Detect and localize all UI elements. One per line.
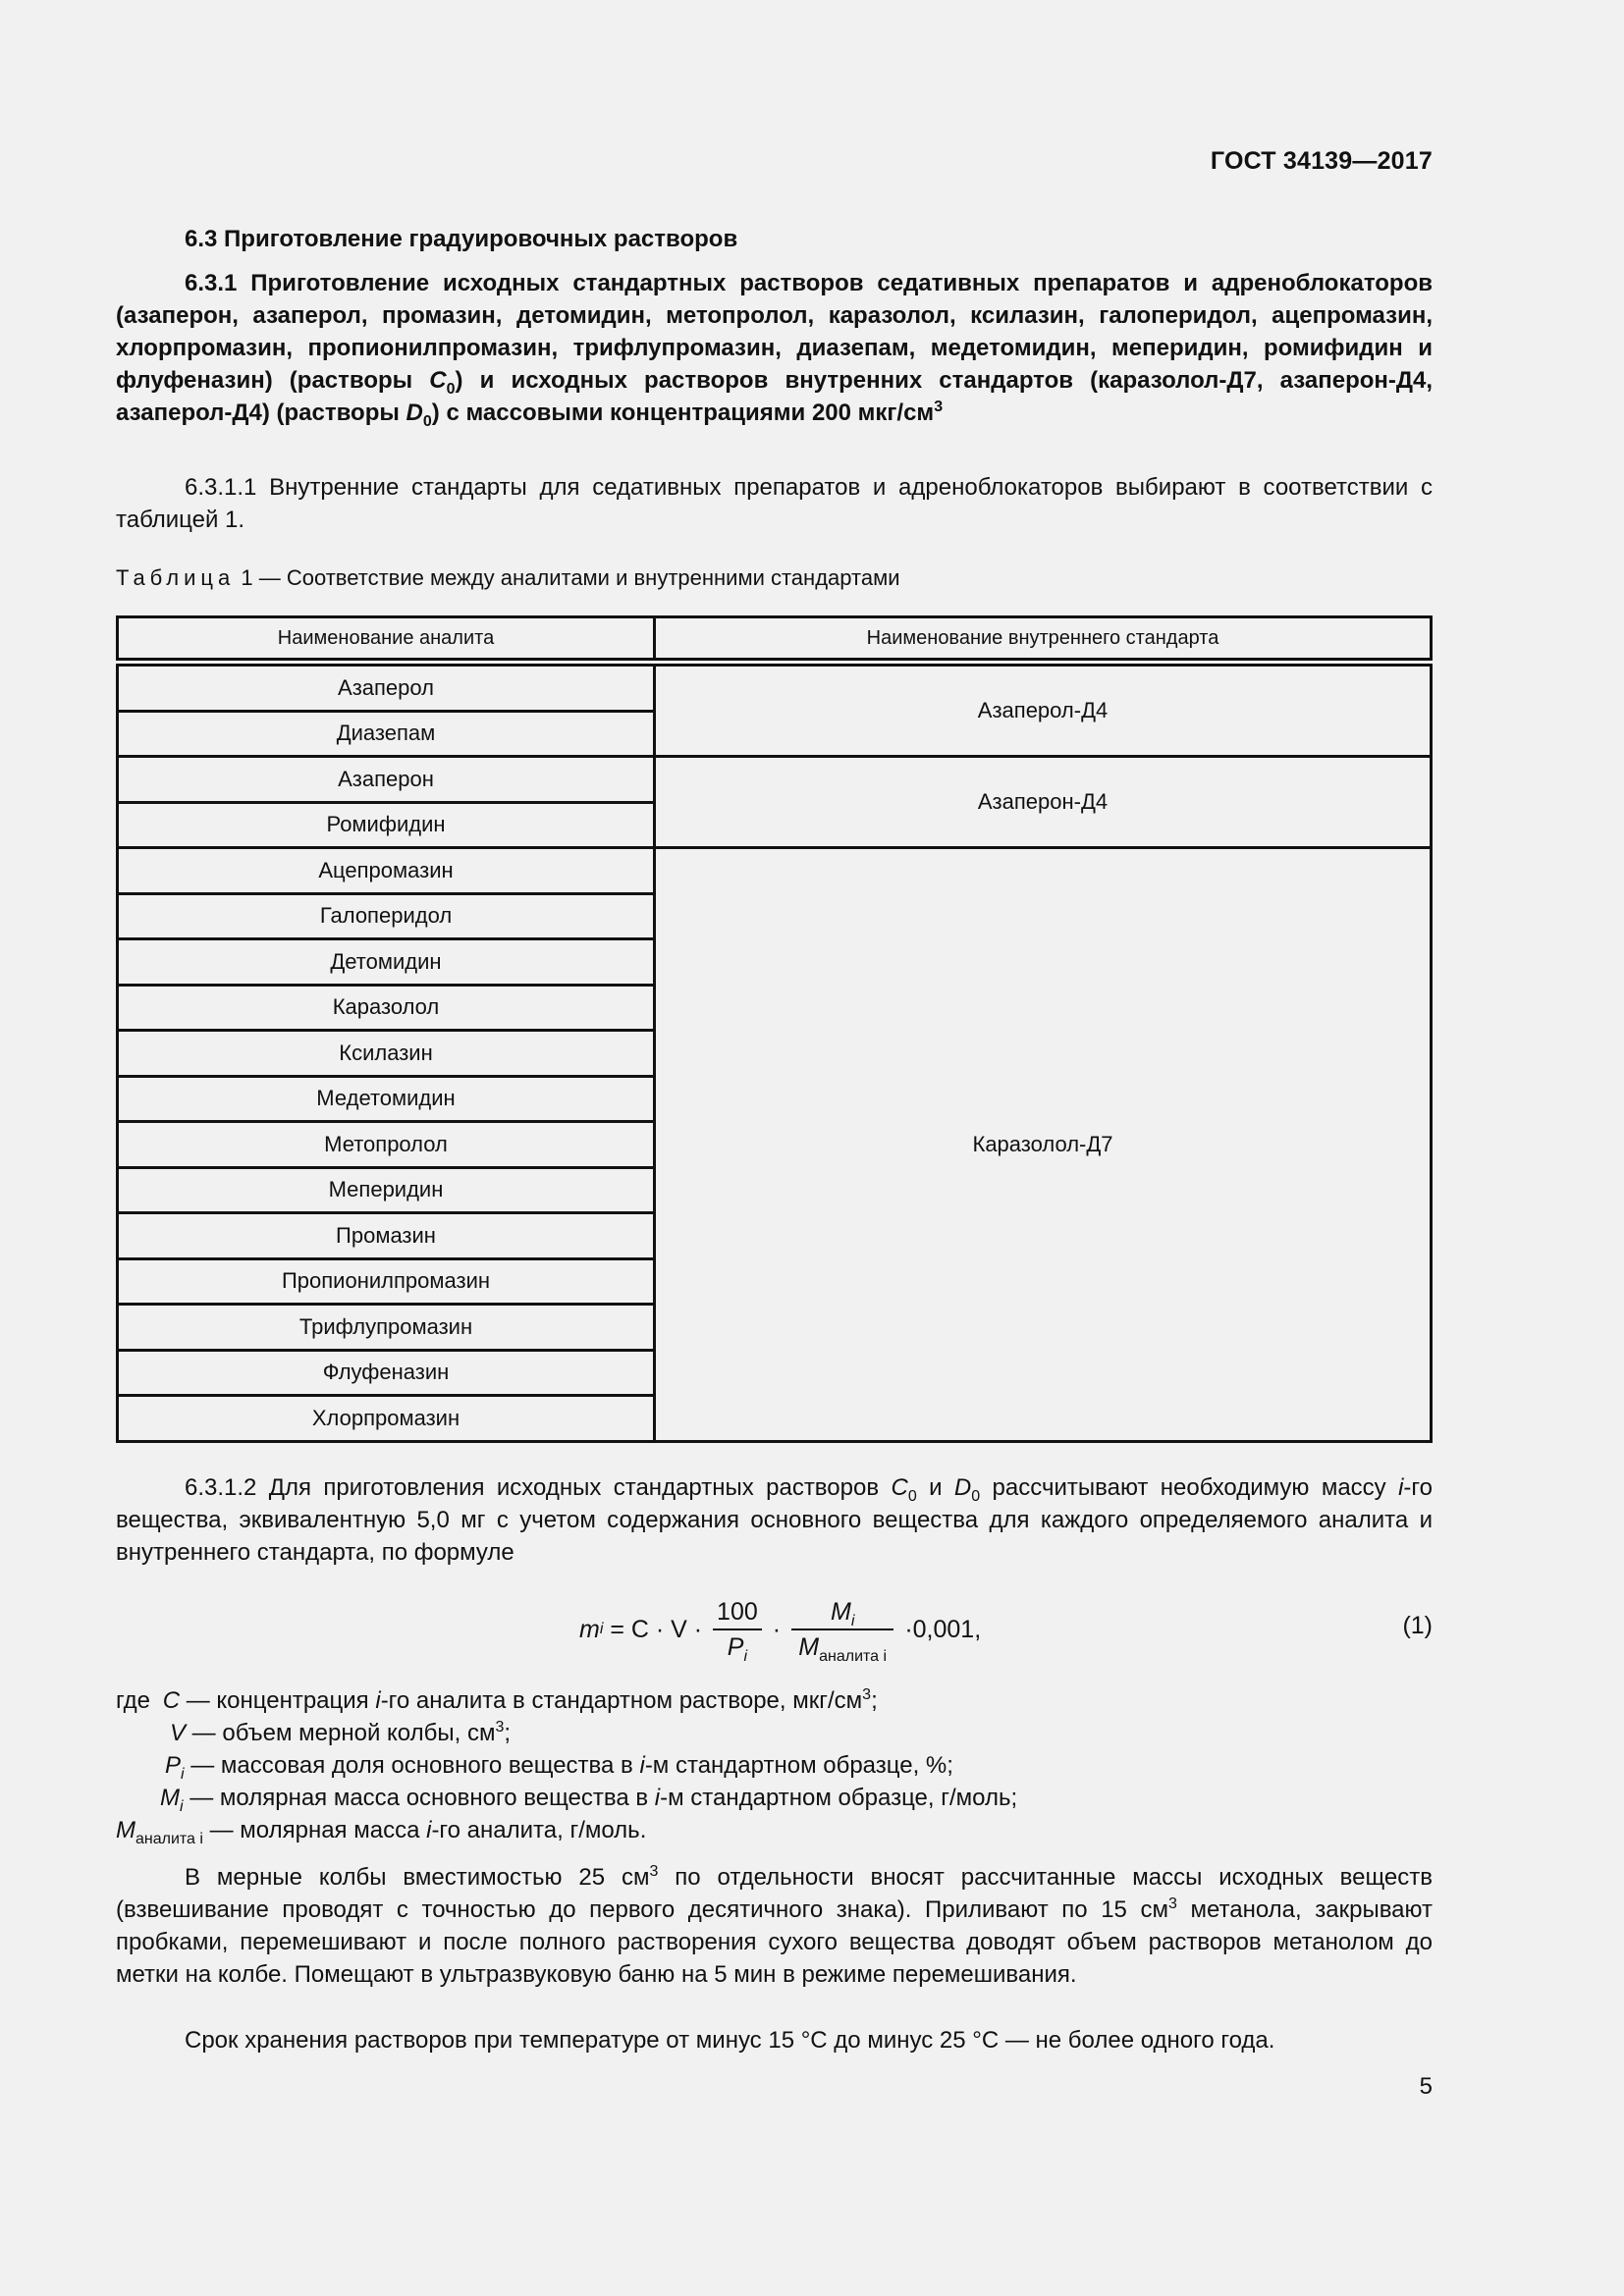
paragraph-6-3-1-2: 6.3.1.2 Для приготовления исходных стандартных растворов $C_0$ и $D_0$ рассчитывают необходимую массу i-го вещества, эквивалентную 5,0 мг с учетом содержания основного вещества для каждого определяемого аналита и внутреннего стандарта, по формуле — [116, 1474, 1433, 1566]
table-row: Детомидин — [118, 939, 1432, 986]
table-row: Азаперон Азаперон-Д4 — [118, 757, 1432, 803]
standard-cell: Каразолол-Д7 — [655, 848, 1432, 1442]
paragraph-6-3-1-1: 6.3.1.1 Внутренние стандарты для седативных препаратов и адреноблокаторов выбирают в соответствии с таблицей 1. — [116, 474, 1433, 533]
table-row: Медетомидин — [118, 1076, 1432, 1122]
column-header-analyte: Наименование аналита — [118, 617, 655, 663]
table-row: Промазин — [118, 1213, 1432, 1259]
table-row: Ксилазин — [118, 1031, 1432, 1077]
legend-row-v: V — объем мерной колбы, $см^3$; — [170, 1719, 512, 1746]
section-title: 6.3 Приготовление градуировочных растворов — [185, 226, 738, 252]
fraction-100-over-p: $\frac{100}{P_i}$ — [713, 1597, 762, 1662]
table-row: Каразолол — [118, 985, 1432, 1031]
paragraph-preparation: В мерные колбы вместимостью 25 $см^3$ по отдельности вносят рассчитанные массы исходных веществ (взвешивание проводят с точностью до первого десятичного знака). Приливают по 15 $см^3$ метанола, закрывают пробками, перемешивают и после полного растворения сухого вещества доводят объем растворов метанолом до метки на колбе. Помещают в ультразвуковую баню на 5 мин в режиме перемешивания. — [116, 1863, 1434, 1988]
analyte-standard-table — [116, 615, 1433, 1443]
standard-cell: Азаперол-Д4 — [655, 663, 1432, 757]
legend-row-m-analyte: $M_{аналита i}$ — молярная масса i-го аналита, г/моль. — [116, 1817, 647, 1847]
table-row: Азаперол Азаперол-Д4 — [118, 663, 1432, 712]
table-row: Ромифидин — [118, 802, 1432, 848]
paragraph-storage: Срок хранения растворов при температуре от минус 15 °С до минус 25 °С — не более одного года. — [185, 2027, 1275, 2054]
table-row: Диазепам — [118, 711, 1432, 757]
formula-expression: m i = C · V · $\frac{100}{P_i}$ · $\frac{M_i}{M_{аналита i}}$ ·0,001, — [579, 1598, 982, 1665]
equation-number: (1) — [1402, 1612, 1433, 1639]
fraction-molar-mass: $\frac{M_i}{M_{аналита i}}$ — [791, 1597, 893, 1662]
table-row: Ацепромазин Каразолол-Д7 — [118, 848, 1432, 894]
formula-legend — [116, 1684, 1017, 1846]
page-number: 5 — [1419, 2073, 1433, 2100]
subsection-title-6-3-1: 6.3.1 Приготовление исходных стандартных растворов седативных препаратов и адреноблокаторов (азаперон, азаперол, промазин, детомидин, метопролол, каразолол, ксилазин, галоперидол, ацепромазин, хлорпромазин, пропионилпромазин, трифлупромазин, диазепам, медетомидин, меперидин, ромифидин и флуфеназин) (растворы $C_0$) и исходных растворов внутренних стандартов (каразолол-Д7, азаперон-Д4, азаперол-Д4) (растворы $D_0$) с массовыми концентрациями 200 мкг/$см^3$ — [116, 270, 1433, 430]
table-caption: Таблица 1 — Соответствие между аналитами и внутренними стандартами — [116, 565, 900, 590]
table-row: Галоперидол — [118, 893, 1432, 939]
legend-row-m: $M_i$ — молярная масса основного вещества в i-м стандартном образце, г/моль; — [160, 1785, 1018, 1815]
legend-row-p: $P_i$ — массовая доля основного вещества в i-м стандартном образце, %; — [165, 1752, 953, 1783]
table-row: Меперидин — [118, 1167, 1432, 1213]
table-row: Трифлупромазин — [118, 1305, 1432, 1351]
table-row: Пропионилпромазин — [118, 1258, 1432, 1305]
table-row: Флуфеназин — [118, 1350, 1432, 1396]
formula-1 — [116, 1590, 1433, 1669]
document-id: ГОСТ 34139—2017 — [1210, 147, 1433, 175]
standard-cell: Азаперон-Д4 — [655, 757, 1432, 848]
legend-row-c: где C — концентрация i-го аналита в стандартном растворе, мкг/$см^3$; — [116, 1686, 878, 1714]
table-row: Метопролол — [118, 1122, 1432, 1168]
table-row: Хлорпромазин — [118, 1396, 1432, 1442]
column-header-standard: Наименование внутреннего стандарта — [655, 617, 1432, 663]
